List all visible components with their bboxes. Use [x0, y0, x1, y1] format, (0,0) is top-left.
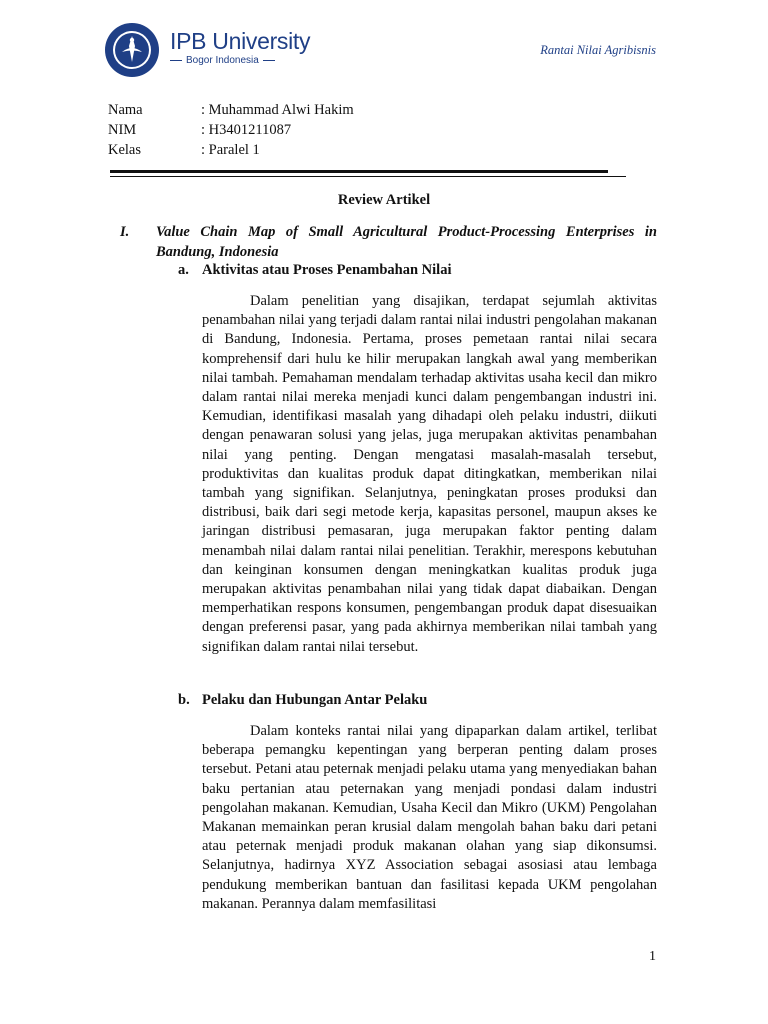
brand-sub-text: Bogor Indonesia [186, 55, 259, 66]
subsection-title: Pelaku dan Hubungan Antar Pelaku [202, 692, 428, 708]
identity-block [108, 100, 354, 160]
identity-row-name [108, 100, 354, 120]
document-header-title: Rantai Nilai Agribisnis [540, 43, 656, 57]
section-title: Value Chain Map of Small Agricultural Product-Processing Enterprises in Bandung, Indonesia [156, 224, 657, 260]
identity-row-kelas [108, 140, 354, 160]
subsection-title: Aktivitas atau Proses Penambahan Nilai [202, 262, 452, 278]
divider-thick [110, 170, 608, 173]
identity-label: Nama [108, 102, 143, 118]
subsection-b-heading [178, 692, 427, 709]
identity-row-nim [108, 120, 354, 140]
identity-value: : Muhammad Alwi Hakim [201, 102, 354, 118]
dash-left [170, 60, 182, 61]
dash-right [263, 60, 275, 61]
page-number: 1 [649, 949, 656, 964]
review-title: Review Artikel [337, 192, 431, 208]
section-heading [120, 222, 657, 262]
section-number: I. [120, 224, 130, 240]
subsection-letter: a. [178, 262, 189, 278]
subsection-a-paragraph: Dalam penelitian yang disajikan, terdapat sejumlah aktivitas penambahan nilai yang terjadi dalam rantai nilai industri pengolahan makanan di Bandung, Indonesia. Pertama, proses pemetaan rantai nilai secara komprehensif dari hulu ke hilir merupakan langkah awal yang memberikan nilai tambah. Pemahaman mendalam terhadap aktivitas usaha kecil dan mikro dalam rantai nilai mereka menjadi kunci dalam pengembangan industri ini. Kemudian, identifikasi masalah yang dihadapi oleh pelaku industri, diikuti dengan penawaran solusi yang jelas, juga merupakan aktivitas penambahan nilai yang penting. Dengan mengatasi masalah-masalah tersebut, produktivitas dan kualitas produk dapat ditingkatkan, memberikan nilai tambah yang signifikan. Selanjutnya, peningkatan proses produksi dan distribusi, baik dari segi metode kerja, kapasitas personel, maupun akses ke jaringan distribusi pemasaran, juga merupakan faktor penting dalam menambah nilai dalam rantai nilai penelitian. Terakhir, merespons kebutuhan dan keinginan konsumen dengan meningkatkan kualitas produk juga merupakan aktivitas penambahan nilai yang tidak dapat diabaikan. Dengan memperhatikan respons konsumen, pengembangan produk dapat disesuaikan dengan preferensi pasar, yang pada akhirnya memberikan nilai tambah yang signifikan dalam rantai nilai tersebut. [202, 293, 657, 655]
identity-value: : Paralel 1 [201, 142, 260, 158]
brand-name: IPB University [170, 28, 311, 54]
divider-thin [110, 176, 626, 177]
subsection-b-paragraph: Dalam konteks rantai nilai yang dipaparkan dalam artikel, terlibat beberapa pemangku kepentingan yang berperan penting dalam proses tersebut. Petani atau peternak menjadi pelaku utama yang menyediakan bahan baku pertanian atau peternakan yang menjadi pondasi dalam industri pengolahan makanan. Kemudian, Usaha Kecil dan Mikro (UKM) Pengolahan Makanan memainkan peran krusial dalam mengolah bahan baku dari petani atau peternak menjadi produk makanan olahan yang siap dikonsumsi. Selanjutnya, hadirnya XYZ Association sebagai asosiasi atau lembaga pendukung memberikan bantuan dan fasilitasi kepada UKM pengolahan makanan. Perannya dalam memfasilitasi [202, 723, 657, 912]
identity-label: NIM [108, 122, 137, 138]
brand-subtitle [170, 55, 310, 66]
subsection-a-heading [178, 262, 451, 279]
subsection-letter: b. [178, 692, 190, 708]
ipb-logo-icon [104, 22, 160, 78]
identity-value: : H3401211087 [201, 122, 292, 138]
brand-block [170, 28, 310, 66]
identity-label: Kelas [108, 142, 142, 158]
